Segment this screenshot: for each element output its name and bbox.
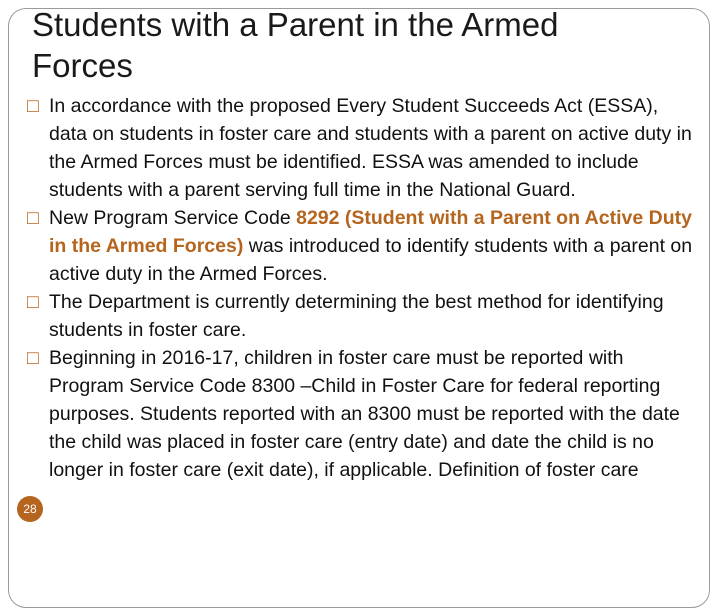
- square-bullet-icon: □: [27, 291, 39, 313]
- slide-title: Students with a Parent in the Armed Forces: [32, 6, 559, 84]
- bullet-item-foster-method: [27, 288, 693, 344]
- bullet-item-program-code: [27, 204, 693, 288]
- bullet-text: The Department is currently determining the best method for identifying students in foster care.: [49, 291, 664, 341]
- square-bullet-icon: □: [27, 347, 39, 369]
- bullet-item-essa: [27, 92, 693, 204]
- bullet-text: Beginning in 2016-17, children in foster care must be reported with Program Service Code 8300 –Child in Foster Care for federal reporting purposes. Students reported with an 8300 must be reported with the date the child was placed in foster care (entry date) and date the child is no longer in foster care (exit date), if applicable. Definition of foster care: [49, 347, 680, 481]
- square-bullet-icon: □: [27, 95, 39, 117]
- square-bullet-icon: □: [27, 207, 39, 229]
- bullet-item-foster-reporting: [27, 344, 693, 484]
- program-code-highlight: 8292 (Student with a Parent on Active Duty in the Armed Forces): [49, 207, 692, 257]
- bullet-list: [27, 92, 693, 484]
- bullet-text-after: was introduced to identify students with a parent on active duty in the Armed Forces.: [49, 235, 693, 285]
- bullet-text: In accordance with the proposed Every Student Succeeds Act (ESSA), data on students in foster care and students with a parent on active duty in the Armed Forces must be identified. ESSA was amended to include students with a parent serving full time in the National Guard.: [49, 95, 692, 201]
- bullet-text-before: New Program Service Code: [49, 207, 297, 229]
- page-number-badge: 28: [17, 496, 43, 522]
